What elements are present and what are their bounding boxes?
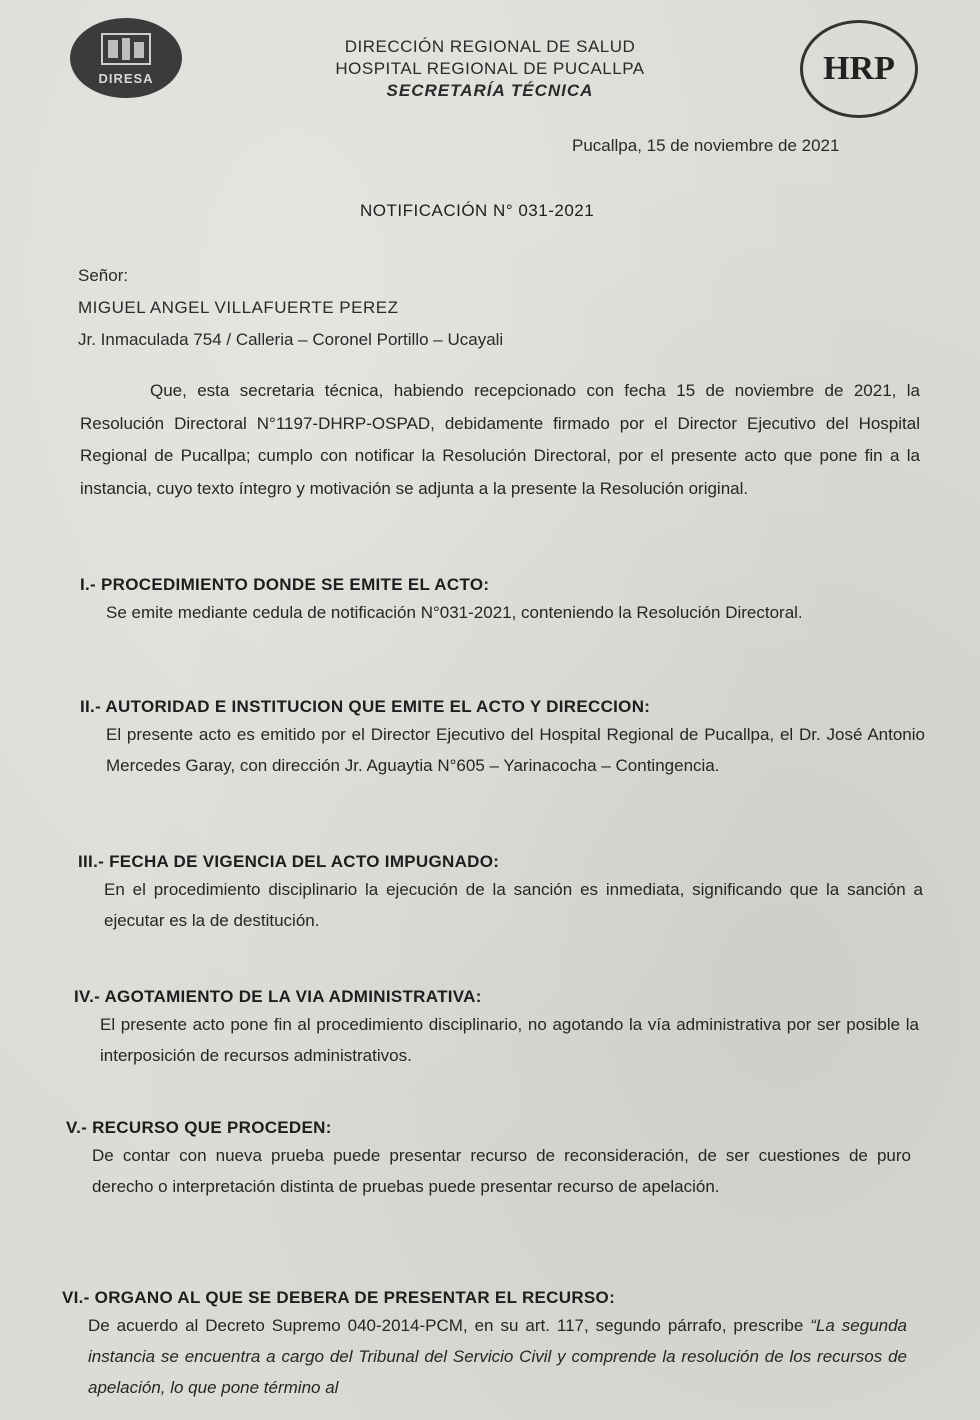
section-2-heading: II.- AUTORIDAD E INSTITUCION QUE EMITE EL ACTO Y DIRECCION: — [80, 697, 651, 716]
section-3-heading: III.- FECHA DE VIGENCIA DEL ACTO IMPUGNADO: — [78, 852, 500, 871]
diresa-logo-text: DIRESA — [98, 71, 154, 86]
letterhead — [260, 36, 720, 102]
diresa-logo — [70, 18, 182, 98]
section-4-heading: IV.- AGOTAMIENTO DE LA VIA ADMINISTRATIVA: — [74, 987, 482, 1006]
header-direccion: DIRECCIÓN REGIONAL DE SALUD — [344, 37, 636, 56]
header-hospital: HOSPITAL REGIONAL DE PUCALLPA — [335, 59, 645, 78]
section-1 — [80, 573, 925, 628]
section-5-text: De contar con nueva prueba puede presentar recurso de reconsideración, de ser cuestiones de puro derecho o interpretación distinta de pruebas puede presentar recurso de apelación. — [92, 1146, 911, 1196]
hrp-logo-text: HRP — [823, 50, 895, 87]
section-3 — [78, 850, 923, 936]
hrp-logo — [800, 20, 918, 118]
document-date: Pucallpa, 15 de noviembre de 2021 — [572, 136, 840, 155]
section-5 — [66, 1116, 911, 1202]
section-6-heading: VI.- ORGANO AL QUE SE DEBERA DE PRESENTAR EL RECURSO: — [62, 1288, 616, 1307]
section-4 — [74, 985, 919, 1071]
intro-paragraph — [80, 375, 920, 505]
section-1-heading: I.- PROCEDIMIENTO DONDE SE EMITE EL ACTO: — [80, 575, 490, 594]
section-6 — [62, 1286, 907, 1403]
section-5-heading: V.- RECURSO QUE PROCEDEN: — [66, 1118, 332, 1137]
notification-title: NOTIFICACIÓN N° 031-2021 — [360, 201, 595, 220]
header-secretaria: SECRETARÍA TÉCNICA — [386, 81, 594, 100]
recipient-name: MIGUEL ANGEL VILLAFUERTE PEREZ — [78, 298, 399, 317]
section-3-text: En el procedimiento disciplinario la ejecución de la sanción es inmediata, significando que la sanción a ejecutar es la de destitución. — [104, 880, 923, 930]
salutation: Señor: — [78, 266, 129, 285]
section-6-text-plain: De acuerdo al Decreto Supremo 040-2014-PCM, en su art. 117, segundo párrafo, prescribe — [88, 1316, 811, 1335]
diresa-emblem-icon — [98, 28, 154, 68]
section-2-text: El presente acto es emitido por el Director Ejecutivo del Hospital Regional de Pucallpa, el Dr. José Antonio Mercedes Garay, con dirección Jr. Aguaytia N°605 – Yarinacocha – Contingencia. — [106, 725, 925, 775]
section-2 — [80, 695, 925, 781]
section-6-text-quote: “La segunda instancia se encuentra a cargo del Tribunal del Servicio Civil y comprende la resolución de los recursos de apelación, lo que pone término al — [88, 1316, 907, 1397]
recipient-address: Jr. Inmaculada 754 / Calleria – Coronel Portillo – Ucayali — [78, 330, 504, 349]
section-6-text — [88, 1310, 907, 1403]
section-1-text: Se emite mediante cedula de notificación N°031-2021, conteniendo la Resolución Directoral. — [106, 603, 803, 622]
intro-text: Que, esta secretaria técnica, habiendo recepcionado con fecha 15 de noviembre de 2021, la Resolución Directoral N°1197-DHRP-OSPAD, debidamente firmado por el Director Ejecutivo del Hospital Regional de Pucallpa; cumplo con notificar la Resolución Directoral, por el presente acto que pone fin a la instancia, cuyo texto íntegro y motivación se adjunta a la presente la Resolución original. — [80, 381, 920, 498]
section-4-text: El presente acto pone fin al procedimiento disciplinario, no agotando la vía administrativa por ser posible la interposición de recursos administrativos. — [100, 1015, 919, 1065]
